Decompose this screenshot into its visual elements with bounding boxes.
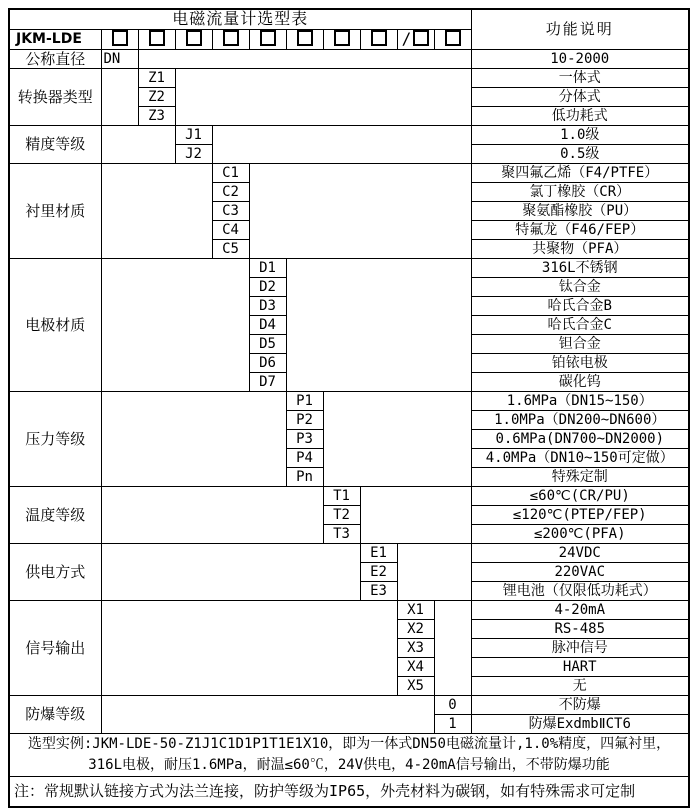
section-row xyxy=(9,68,689,87)
section-label: 压力等级 xyxy=(9,391,101,486)
description-cell: 220VAC xyxy=(471,562,689,581)
code-cell: C1 xyxy=(212,163,249,182)
code-cell: D3 xyxy=(249,296,286,315)
description-cell: 聚氨酯橡胶（PU） xyxy=(471,201,689,220)
model-checkbox-cell xyxy=(286,29,323,49)
description-cell: ≤120℃(PTEP/FEP) xyxy=(471,505,689,524)
spacer-cell xyxy=(101,695,434,733)
description-cell: 1.0MPa（DN200~DN600） xyxy=(471,410,689,429)
code-cell: D6 xyxy=(249,353,286,372)
checkbox-icon[interactable] xyxy=(186,30,202,46)
model-checkbox-cell xyxy=(101,29,138,49)
description-cell: 24VDC xyxy=(471,543,689,562)
description-cell: 铂铱电极 xyxy=(471,353,689,372)
description-cell: 4-20mA xyxy=(471,600,689,619)
code-cell: DN xyxy=(101,49,138,68)
selection-example xyxy=(9,733,689,776)
section-label: 转换器类型 xyxy=(9,68,101,125)
description-cell: 不防爆 xyxy=(471,695,689,714)
description-cell: 一体式 xyxy=(471,68,689,87)
code-cell: Pn xyxy=(286,467,323,486)
spacer-cell xyxy=(101,600,397,695)
spacer-cell xyxy=(397,543,471,600)
code-cell: 0 xyxy=(434,695,471,714)
code-cell: X4 xyxy=(397,657,434,676)
note-text: 注：常规默认链接方式为法兰连接，防护等级为IP65，外壳材料为碳钢，如有特殊需求可定制 xyxy=(9,776,689,807)
section-row xyxy=(9,486,689,505)
description-cell: 分体式 xyxy=(471,87,689,106)
section-label: 温度等级 xyxy=(9,486,101,543)
description-cell: 防爆ExdmbⅡCT6 xyxy=(471,714,689,733)
code-cell: T2 xyxy=(323,505,360,524)
spacer-cell xyxy=(101,543,360,600)
description-cell: RS-485 xyxy=(471,619,689,638)
description-cell: 氯丁橡胶（CR） xyxy=(471,182,689,201)
description-cell: 1.6MPa（DN15~150） xyxy=(471,391,689,410)
code-cell: P3 xyxy=(286,429,323,448)
code-cell: Z3 xyxy=(138,106,175,125)
checkbox-icon[interactable] xyxy=(445,30,461,46)
description-cell: 钽合金 xyxy=(471,334,689,353)
code-cell: D2 xyxy=(249,277,286,296)
description-cell: 无 xyxy=(471,676,689,695)
spacer-cell xyxy=(323,391,471,486)
code-cell: X5 xyxy=(397,676,434,695)
model-code: JKM-LDE xyxy=(9,29,101,49)
code-cell: E2 xyxy=(360,562,397,581)
code-cell: P1 xyxy=(286,391,323,410)
checkbox-icon[interactable] xyxy=(223,30,239,46)
code-cell: E3 xyxy=(360,581,397,600)
table-title: 电磁流量计选型表 xyxy=(9,9,471,29)
checkbox-icon[interactable] xyxy=(149,30,165,46)
spacer-cell xyxy=(101,68,138,125)
spacer-cell xyxy=(101,258,249,391)
code-cell: C4 xyxy=(212,220,249,239)
code-cell: D5 xyxy=(249,334,286,353)
spacer-cell xyxy=(249,163,471,258)
description-cell: 钛合金 xyxy=(471,277,689,296)
code-cell: D1 xyxy=(249,258,286,277)
description-cell: 0.6MPa(DN700~DN2000) xyxy=(471,429,689,448)
description-cell: 10-2000 xyxy=(471,49,689,68)
spacer-cell xyxy=(286,258,471,391)
spacer-cell xyxy=(360,486,471,543)
code-cell: C2 xyxy=(212,182,249,201)
checkbox-icon[interactable] xyxy=(112,30,128,46)
section-label: 信号输出 xyxy=(9,600,101,695)
spacer-cell xyxy=(138,49,471,68)
description-cell: 碳化钨 xyxy=(471,372,689,391)
description-cell: 0.5级 xyxy=(471,144,689,163)
description-cell: 1.0级 xyxy=(471,125,689,144)
selection-sheet xyxy=(8,8,690,808)
section-label: 公称直径 xyxy=(9,49,101,68)
code-cell: X1 xyxy=(397,600,434,619)
section-row xyxy=(9,543,689,562)
example-line-1: 选型实例:JKM-LDE-50-Z1J1C1D1P1T1E1X10，即为一体式DN50电磁流量计,1.0%精度，四氟衬里， xyxy=(27,735,671,752)
section-label: 防爆等级 xyxy=(9,695,101,733)
spacer-cell xyxy=(434,600,471,695)
code-cell: 1 xyxy=(434,714,471,733)
code-cell: X2 xyxy=(397,619,434,638)
code-cell: P4 xyxy=(286,448,323,467)
model-checkbox-cell xyxy=(175,29,212,49)
section-row xyxy=(9,258,689,277)
example-row xyxy=(9,733,689,776)
code-cell: J1 xyxy=(175,125,212,144)
code-cell: C3 xyxy=(212,201,249,220)
section-row xyxy=(9,695,689,714)
title-row xyxy=(9,9,689,29)
section-label: 衬里材质 xyxy=(9,163,101,258)
section-row xyxy=(9,391,689,410)
description-cell: ≤60℃(CR/PU) xyxy=(471,486,689,505)
checkbox-icon[interactable] xyxy=(413,30,429,46)
code-cell: P2 xyxy=(286,410,323,429)
description-cell: ≤200℃(PFA) xyxy=(471,524,689,543)
example-line-2: 316L电极，耐压1.6MPa，耐温≤60℃，24V供电，4-20mA信号输出，不带防爆功能 xyxy=(88,756,610,773)
description-cell: 锂电池（仅限低功耗式） xyxy=(471,581,689,600)
checkbox-icon[interactable] xyxy=(297,30,313,46)
description-cell: 316L不锈钢 xyxy=(471,258,689,277)
function-column-header: 功能说明 xyxy=(471,9,689,49)
spacer-cell xyxy=(101,391,286,486)
section-label: 电极材质 xyxy=(9,258,101,391)
section-row xyxy=(9,163,689,182)
checkbox-icon[interactable] xyxy=(260,30,276,46)
model-checkbox-cell xyxy=(360,29,397,49)
section-label: 供电方式 xyxy=(9,543,101,600)
description-cell: 特殊定制 xyxy=(471,467,689,486)
code-cell: C5 xyxy=(212,239,249,258)
code-cell: D4 xyxy=(249,315,286,334)
model-checkbox-cell xyxy=(434,29,471,49)
code-cell: Z1 xyxy=(138,68,175,87)
spacer-cell xyxy=(101,125,175,163)
description-cell: 聚四氟乙烯（F4/PTFE） xyxy=(471,163,689,182)
model-checkbox-cell xyxy=(212,29,249,49)
description-cell: 哈氏合金C xyxy=(471,315,689,334)
model-checkbox-cell xyxy=(323,29,360,49)
spacer-cell xyxy=(212,125,471,163)
selection-table xyxy=(8,8,690,808)
code-cell: X3 xyxy=(397,638,434,657)
description-cell: 脉冲信号 xyxy=(471,638,689,657)
description-cell: 共聚物（PFA） xyxy=(471,239,689,258)
spacer-cell xyxy=(175,68,471,125)
slash-separator: / xyxy=(401,29,412,48)
code-cell: D7 xyxy=(249,372,286,391)
section-row xyxy=(9,49,689,68)
model-checkbox-cell xyxy=(397,29,434,49)
code-cell: T1 xyxy=(323,486,360,505)
description-cell: 低功耗式 xyxy=(471,106,689,125)
description-cell: 哈氏合金B xyxy=(471,296,689,315)
section-row xyxy=(9,125,689,144)
code-cell: E1 xyxy=(360,543,397,562)
section-row xyxy=(9,600,689,619)
description-cell: 4.0MPa（DN10~150可定做） xyxy=(471,448,689,467)
checkbox-icon[interactable] xyxy=(334,30,350,46)
note-row xyxy=(9,776,689,807)
model-checkbox-cell xyxy=(138,29,175,49)
spacer-cell xyxy=(101,163,212,258)
spacer-cell xyxy=(101,486,323,543)
description-cell: HART xyxy=(471,657,689,676)
code-cell: J2 xyxy=(175,144,212,163)
code-cell: T3 xyxy=(323,524,360,543)
model-checkbox-cell xyxy=(249,29,286,49)
code-cell: Z2 xyxy=(138,87,175,106)
section-label: 精度等级 xyxy=(9,125,101,163)
checkbox-icon[interactable] xyxy=(371,30,387,46)
description-cell: 特氟龙（F46/FEP） xyxy=(471,220,689,239)
